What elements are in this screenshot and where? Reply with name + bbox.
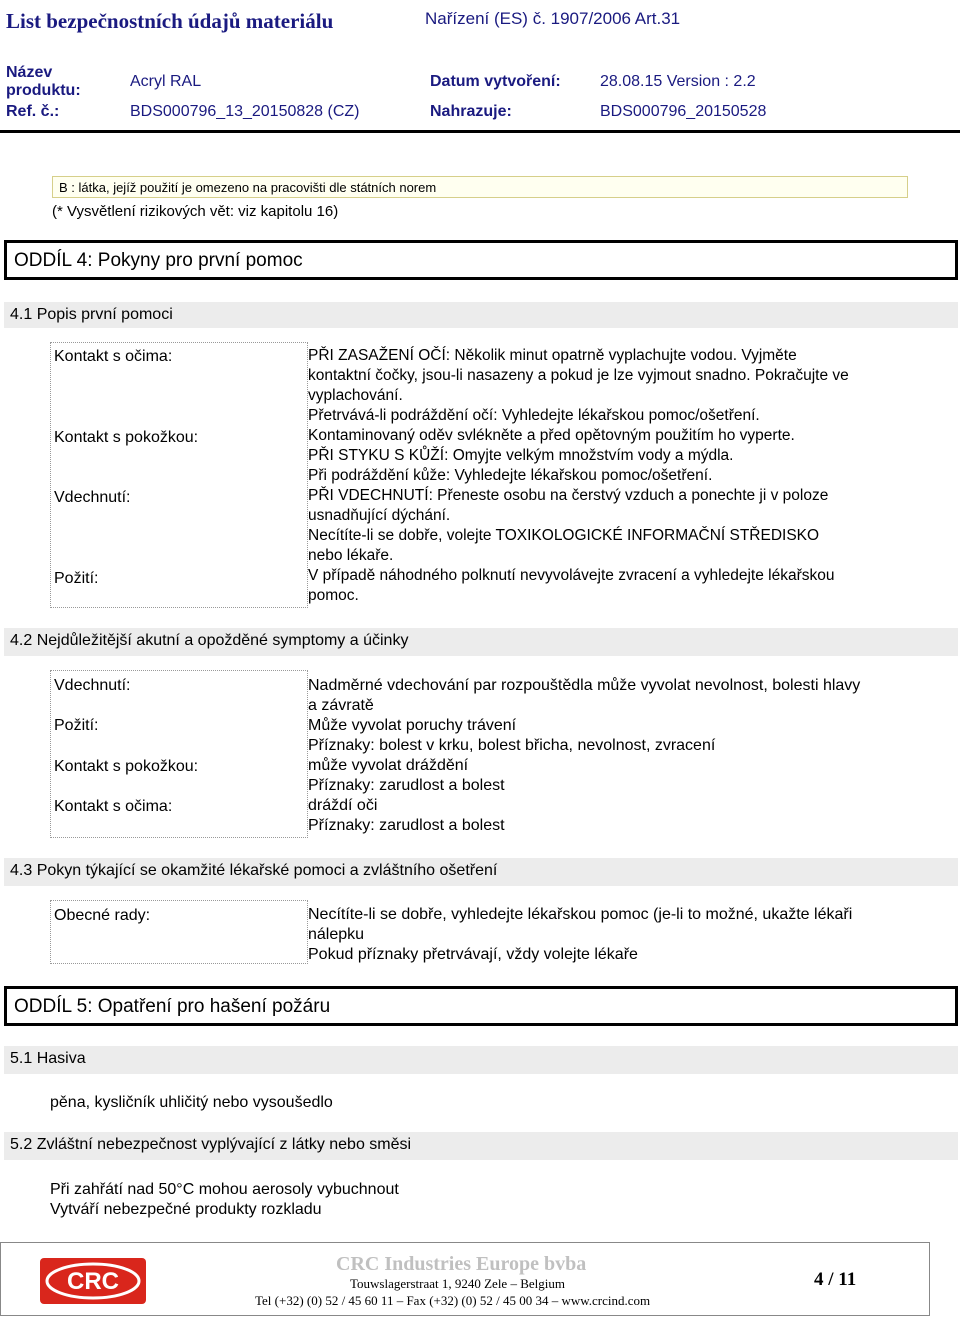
text-line: Příznaky: bolest v krku, bolest břicha, nevolnost, zvracení [308,737,716,754]
text-line: Při zahřátí nad 50°C mohou aerosoly vybuchnout [50,1181,399,1198]
crc-logo-graphic [40,1258,146,1304]
section-4-title: ODDÍL 4: Pokyny pro první pomoc [4,240,958,280]
label-ingestion: Požití: [54,570,99,587]
text-line: Vytváří nebezpečné produkty rozkladu [50,1201,322,1218]
text-line: může vyvolat dráždění [308,757,469,774]
page-number: 4 / 11 [814,1269,857,1290]
label-general-advice: Obecné rady: [54,907,151,924]
created-label: Datum vytvoření: [430,73,561,90]
label-skin-contact: Kontakt s pokožkou: [54,429,199,446]
text-line: Příznaky: zarudlost a bolest [308,777,505,794]
label-ingestion: Požití: [54,717,99,734]
text-line: dráždí oči [308,797,378,814]
crc-logo-text: CRC [67,1268,119,1295]
regulation-ref: Nařízení (ES) č. 1907/2006 Art.31 [425,9,681,28]
text-line: Necítíte-li se dobře, volejte TOXIKOLOGICKÉ INFORMAČNÍ STŘEDISKO [308,527,820,544]
company-name: CRC Industries Europe bvba [336,1253,587,1275]
company-address: Touwslagerstraat 1, 9240 Zele – Belgium [350,1276,565,1291]
risk-note: (* Vysvětlení rizikových vět: viz kapitolu 16) [52,203,339,220]
replaces-label: Nahrazuje: [430,103,512,120]
document-title: List bezpečnostních údajů materiálu [6,9,334,33]
label-inhalation: Vdechnutí: [54,489,131,506]
company-contact: Tel (+32) (0) 52 / 45 60 11 – Fax (+32) (0) 52 / 45 00 34 – www.crcind.com [255,1293,651,1308]
text-line: Příznaky: zarudlost a bolest [308,817,505,834]
text-line: Pokud příznaky přetrvávají, vždy volejte lékaře [308,946,638,963]
text-line: kontaktní čočky, jsou-li nasazeny a pokud je lze vyjmout snadno. Pokračujte ve [308,367,849,384]
text-line: nebo lékaře. [308,547,394,564]
symptoms-labels-column [50,670,308,838]
subsection-4-2-title: 4.2 Nejdůležitější akutní a opožděné symptomy a účinky [4,628,958,656]
text-line: PŘI VDECHNUTÍ: Přeneste osobu na čerstvý vzduch a ponechte ji v poloze [308,487,829,504]
label-inhalation: Vdechnutí: [54,677,131,694]
text-line: pomoc. [308,587,359,604]
subsection-4-1-title: 4.1 Popis první pomoci [4,302,958,328]
label-skin-contact: Kontakt s pokožkou: [54,758,199,775]
symptoms-text [308,676,860,836]
created-value: 28.08.15 Version : 2.2 [600,73,756,90]
text-line: usnadňující dýchání. [308,507,451,524]
first-aid-labels-column [50,342,308,608]
text-line: vyplachování. [308,387,403,404]
first-aid-text [308,346,849,606]
text-line: PŘI STYKU S KŮŽÍ: Omyjte velkým množstvím vody a mýdla. [308,447,734,464]
text-line: nálepku [308,926,365,943]
crc-logo [40,1258,146,1304]
special-hazards-text [50,1180,399,1220]
label-eye-contact: Kontakt s očima: [54,348,173,365]
text-line: V případě náhodného polknutí nevyvolávejte zvracení a vyhledejte lékařskou [308,567,835,584]
section-5-title: ODDÍL 5: Opatření pro hašení požáru [4,986,958,1026]
general-advice-text [308,905,852,965]
product-name-value: Acryl RAL [130,73,202,90]
subsection-4-3-title: 4.3 Pokyn týkající se okamžité lékařské pomoci a zvláštního ošetření [4,858,958,886]
ref-value: BDS000796_13_20150828 (CZ) [130,103,360,120]
general-advice-label-column [50,900,308,964]
restriction-legend: B : látka, jejíž použití je omezeno na pracovišti dle státních norem [52,176,908,198]
text-line: Nadměrné vdechování par rozpouštědla může vyvolat nevolnost, bolesti hlavy [308,677,861,694]
text-line: Kontaminovaný oděv svlékněte a před opětovným použitím ho vyperte. [308,427,795,444]
text-line: Může vyvolat poruchy trávení [308,717,517,734]
product-name-label-2: produktu: [6,82,81,99]
text-line: Přetrvává-li podráždění očí: Vyhledejte lékařskou pomoc/ošetření. [308,407,760,424]
text-line: Při podráždění kůže: Vyhledejte lékařskou pomoc/ošetření. [308,467,713,484]
label-eye-contact: Kontakt s očima: [54,798,173,815]
replaces-value: BDS000796_20150528 [600,103,767,120]
text-line: PŘI ZASAŽENÍ OČÍ: Několik minut opatrně vyplachujte vodou. Vyjměte [308,347,797,364]
ref-label: Ref. č.: [6,103,60,120]
subsection-5-2-title: 5.2 Zvláštní nebezpečnost vyplývající z látky nebo směsi [4,1132,958,1160]
product-name-label-1: Název [6,64,53,81]
text-line: a závratě [308,697,374,714]
subsection-5-1-title: 5.1 Hasiva [4,1046,958,1074]
extinguishing-media-text: pěna, kysličník uhličitý nebo vysoušedlo [50,1094,333,1111]
header-divider [0,130,960,133]
text-line: Necítíte-li se dobře, vyhledejte lékařskou pomoc (je-li to možné, ukažte lékaři [308,906,853,923]
